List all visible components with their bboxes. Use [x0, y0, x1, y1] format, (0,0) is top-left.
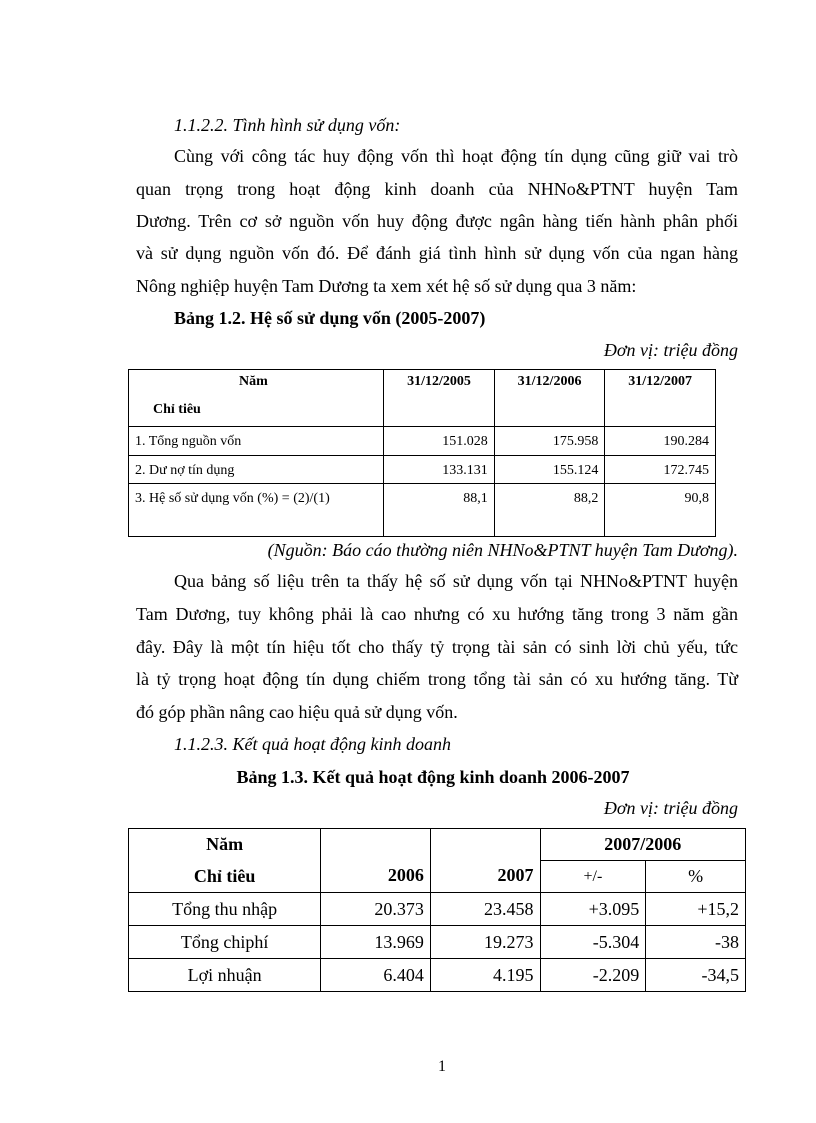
table-source: (Nguồn: Báo cáo thường niên NHNo&PTNT huyện Tam Dương).: [267, 540, 738, 560]
cell-value: 151.028: [384, 427, 495, 456]
column-header-compare: 2007/2006: [540, 829, 746, 861]
paragraph-line: Nông nghiệp huyện Tam Dương ta xem xét hệ số sử dụng qua 3 năm:: [136, 276, 637, 296]
cell-value: 88,1: [384, 484, 495, 537]
header-year-label: Năm: [129, 829, 321, 861]
row-label: Tổng thu nhập: [129, 893, 321, 926]
page-number: 1: [438, 1058, 446, 1075]
section-heading-capital-usage: 1.1.2.2. Tình hình sử dụng vốn:: [174, 115, 401, 135]
header-indicator-label: Chỉ tiêu: [129, 861, 321, 893]
cell-value: 23.458: [430, 893, 540, 926]
row-label: 1. Tổng nguồn vốn: [129, 427, 384, 456]
paragraph-line: đó góp phần nâng cao hiệu quả sử dụng vốn.: [136, 702, 458, 722]
table-row: [129, 926, 746, 959]
column-header: 31/12/2005: [384, 370, 495, 427]
business-results-table: [128, 828, 746, 992]
row-label: Lợi nhuận: [129, 959, 321, 992]
paragraph-line: là tỷ trọng hoạt động tín dụng chiếm trong tổng tài sản có xu hướng tăng. Từ: [136, 669, 738, 689]
cell-value: 19.273: [430, 926, 540, 959]
cell-value: 4.195: [430, 959, 540, 992]
header-year-label: Năm: [239, 374, 268, 389]
cell-value: -34,5: [646, 959, 746, 992]
cell-value: 133.131: [384, 456, 495, 484]
cell-value: -5.304: [540, 926, 646, 959]
cell-value: -38: [646, 926, 746, 959]
column-header-diff: +/-: [540, 861, 646, 893]
cell-value: 13.969: [321, 926, 431, 959]
cell-value: 175.958: [494, 427, 605, 456]
table-title: Bảng 1.3. Kết quả hoạt động kinh doanh 2006-2007: [236, 767, 630, 787]
row-label: Tổng chiphí: [129, 926, 321, 959]
cell-value: 155.124: [494, 456, 605, 484]
column-header: 31/12/2007: [605, 370, 716, 427]
section-heading-business-results: 1.1.2.3. Kết quả hoạt động kinh doanh: [174, 734, 451, 754]
table-row: [129, 427, 716, 456]
table-row: [129, 484, 716, 537]
column-header: 2006: [321, 829, 431, 893]
cell-value: 172.745: [605, 456, 716, 484]
cell-value: 88,2: [494, 484, 605, 537]
row-label: 2. Dư nợ tín dụng: [129, 456, 384, 484]
corner-header-cell: [129, 370, 384, 427]
cell-value: 90,8: [605, 484, 716, 537]
table-header-row: [129, 370, 716, 427]
cell-value: 190.284: [605, 427, 716, 456]
cell-value: +15,2: [646, 893, 746, 926]
column-header: 2007: [430, 829, 540, 893]
table-row: [129, 893, 746, 926]
table-row: [129, 959, 746, 992]
paragraph-line: Tam Dương, tuy không phải là cao nhưng có xu hướng tăng trong 3 năm gần: [136, 604, 738, 624]
row-label: 3. Hệ số sử dụng vốn (%) = (2)/(1): [129, 484, 384, 537]
table-title: Bảng 1.2. Hệ số sử dụng vốn (2005-2007): [174, 308, 486, 328]
column-header: 31/12/2006: [494, 370, 605, 427]
table-header-row: [129, 829, 746, 861]
table-row: [129, 456, 716, 484]
cell-value: -2.209: [540, 959, 646, 992]
paragraph-line: và sử dụng nguồn vốn đó. Để đánh giá tình hình sử dụng vốn của ngan hàng: [136, 243, 738, 263]
cell-value: +3.095: [540, 893, 646, 926]
header-indicator-label: Chỉ tiêu: [153, 402, 201, 417]
cell-value: 6.404: [321, 959, 431, 992]
cell-value: 20.373: [321, 893, 431, 926]
paragraph-line: Dương. Trên cơ sở nguồn vốn huy động được ngân hàng tiến hành phân phối: [136, 211, 738, 231]
paragraph-line: quan trọng trong hoạt động kinh doanh của NHNo&PTNT huyện Tam: [136, 179, 738, 199]
paragraph-line: Qua bảng số liệu trên ta thấy hệ số sử dụng vốn tại NHNo&PTNT huyện: [174, 571, 738, 591]
column-header-percent: %: [646, 861, 746, 893]
paragraph-line: Cùng với công tác huy động vốn thì hoạt động tín dụng cũng giữ vai trò: [174, 146, 738, 166]
paragraph-line: đây. Đây là một tín hiệu tốt cho thấy tỷ trọng tài sản có sinh lời chủ yếu, tức: [136, 637, 738, 657]
unit-label: Đơn vị: triệu đồng: [603, 340, 738, 360]
unit-label: Đơn vị: triệu đồng: [603, 798, 738, 818]
capital-usage-table: [128, 369, 716, 537]
